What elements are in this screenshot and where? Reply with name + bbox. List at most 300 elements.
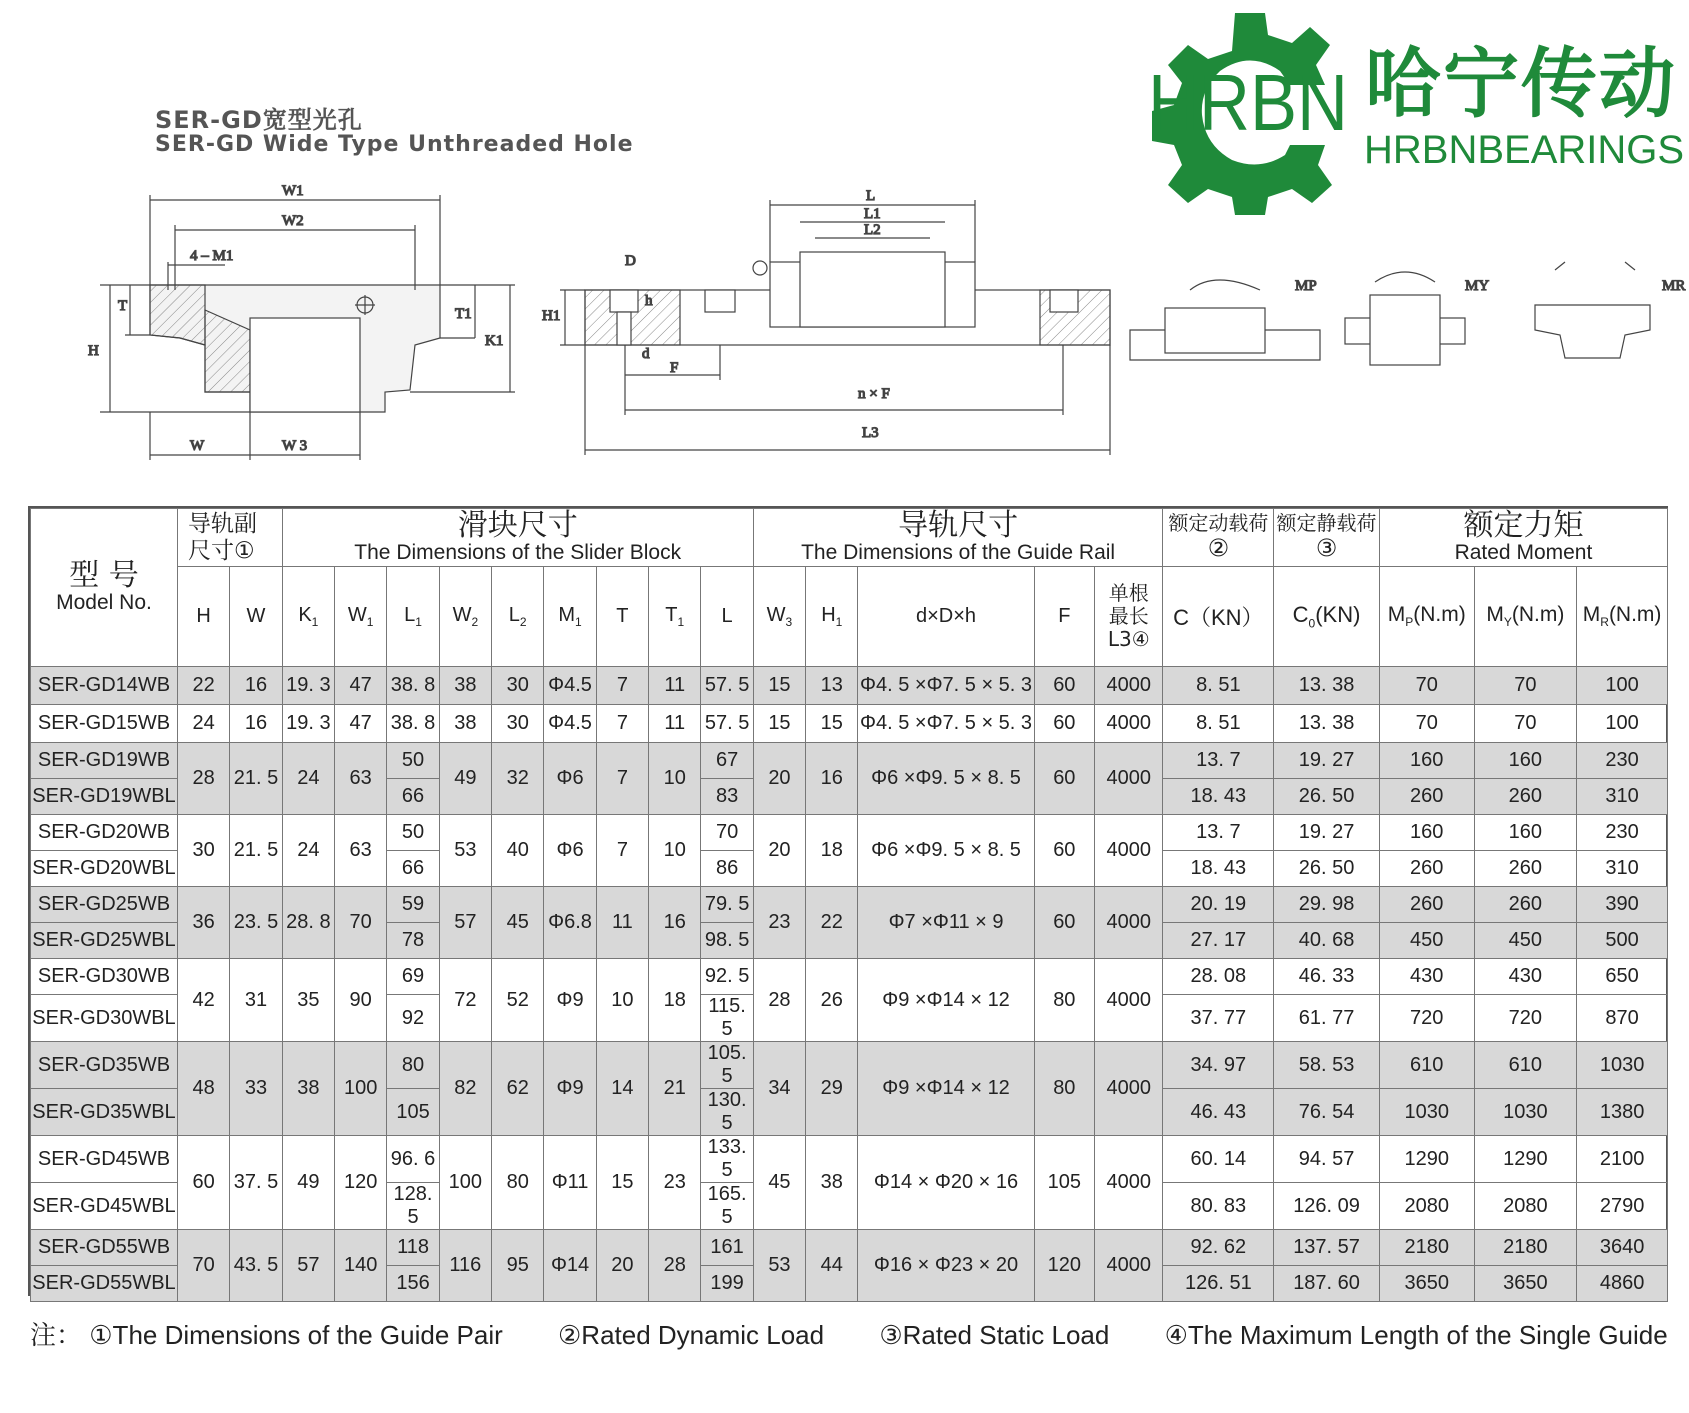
cell-w: 21. 5 (230, 815, 282, 887)
cell-f: 60 (1034, 743, 1094, 815)
cell-c0: 137. 57 (1274, 1230, 1380, 1266)
cell-k1: 19. 3 (282, 667, 334, 705)
cell-l3: 4000 (1095, 705, 1163, 743)
cell-l1: 78 (387, 923, 439, 959)
model-cell: SER-GD19WBL (31, 779, 178, 815)
cell-mp: 1030 (1379, 1089, 1474, 1136)
cell-w1: 63 (335, 815, 387, 887)
header-static-load: 额定静载荷 ③ (1274, 509, 1380, 567)
cell-mp: 720 (1379, 995, 1474, 1042)
cell-mp: 1290 (1379, 1136, 1474, 1183)
cell-w: 16 (230, 705, 282, 743)
cell-m1: Φ6 (544, 743, 596, 815)
header-dynamic-load: 额定动载荷 ② (1163, 509, 1274, 567)
cell-c: 18. 43 (1163, 851, 1274, 887)
cell-l: 70 (701, 815, 753, 851)
cell-h: 70 (177, 1230, 229, 1302)
cell-l1: 69 (387, 959, 439, 995)
cell-mr: 310 (1577, 851, 1668, 887)
cell-h1: 38 (806, 1136, 858, 1230)
cell-ddh: Φ16 × Φ23 × 20 (858, 1230, 1034, 1302)
cell-l1: 66 (387, 779, 439, 815)
cell-l2: 95 (492, 1230, 544, 1302)
cell-l2: 52 (492, 959, 544, 1042)
cell-l: 115. 5 (701, 995, 753, 1042)
cell-h: 30 (177, 815, 229, 887)
cell-k1: 28. 8 (282, 887, 334, 959)
cell-w: 43. 5 (230, 1230, 282, 1302)
moment-mr-icon (1535, 262, 1685, 358)
cell-w2: 53 (439, 815, 491, 887)
cell-t: 7 (596, 743, 648, 815)
cell-l: 130. 5 (701, 1089, 753, 1136)
cell-my: 720 (1474, 995, 1577, 1042)
cell-k1: 38 (282, 1042, 334, 1136)
cell-t1: 16 (649, 887, 701, 959)
cell-c0: 94. 57 (1274, 1136, 1380, 1183)
cell-l2: 32 (492, 743, 544, 815)
cell-l1: 59 (387, 887, 439, 923)
cell-f: 60 (1034, 887, 1094, 959)
cell-ddh: Φ9 ×Φ14 × 12 (858, 959, 1034, 1042)
cell-l1: 156 (387, 1266, 439, 1302)
title-en: SER-GD Wide Type Unthreaded Hole (155, 132, 634, 157)
moment-my-icon (1345, 272, 1489, 365)
cell-ddh: Φ6 ×Φ9. 5 × 8. 5 (858, 743, 1034, 815)
cell-k1: 35 (282, 959, 334, 1042)
cell-c0: 46. 33 (1274, 959, 1380, 995)
col-dDh: d×D×h (858, 567, 1034, 667)
col-l3: 单根最长L3④ (1095, 567, 1163, 667)
cell-k1: 57 (282, 1230, 334, 1302)
cell-l3: 4000 (1095, 959, 1163, 1042)
table-row (31, 887, 1668, 923)
cell-l1: 38. 8 (387, 705, 439, 743)
cell-l2: 80 (492, 1136, 544, 1230)
cell-l: 67 (701, 743, 753, 779)
cell-w2: 49 (439, 743, 491, 815)
cell-t1: 28 (649, 1230, 701, 1302)
cell-t1: 18 (649, 959, 701, 1042)
model-cell: SER-GD35WBL (31, 1089, 178, 1136)
cell-l1: 92 (387, 995, 439, 1042)
col-k1: $K_1$ (282, 567, 334, 667)
model-cell: SER-GD20WB (31, 815, 178, 851)
label-d-upper: D (625, 253, 636, 269)
cell-h1: 13 (806, 667, 858, 705)
cell-l1: 105 (387, 1089, 439, 1136)
cell-w3: 15 (753, 667, 805, 705)
table-row (31, 743, 1668, 779)
table-row (31, 1230, 1668, 1266)
cell-l2: 40 (492, 815, 544, 887)
cell-ddh: Φ6 ×Φ9. 5 × 8. 5 (858, 815, 1034, 887)
cell-w: 21. 5 (230, 743, 282, 815)
cell-h: 24 (177, 705, 229, 743)
cell-l1: 38. 8 (387, 667, 439, 705)
col-c0: $C_0(KN)$ (1274, 567, 1380, 667)
spec-table (30, 508, 1668, 1302)
label-my: MY (1465, 278, 1490, 294)
col-h1: $H_1$ (806, 567, 858, 667)
cell-m1: Φ14 (544, 1230, 596, 1302)
label-l1: L1 (864, 206, 881, 222)
cell-h: 22 (177, 667, 229, 705)
note-3: ③Rated Static Load (879, 1320, 1110, 1350)
cell-my: 1030 (1474, 1089, 1577, 1136)
cell-w1: 90 (335, 959, 387, 1042)
cell-w2: 72 (439, 959, 491, 1042)
cell-mp: 430 (1379, 959, 1474, 995)
header-moment: 额定力矩 Rated Moment (1379, 509, 1667, 567)
header-pair: 导轨副 尺寸① (177, 509, 282, 567)
cell-w2: 38 (439, 667, 491, 705)
cell-l1: 50 (387, 743, 439, 779)
cell-mr: 870 (1577, 995, 1668, 1042)
col-my: $M_Y(N.m)$ (1474, 567, 1577, 667)
cell-w2: 38 (439, 705, 491, 743)
cell-l: 199 (701, 1266, 753, 1302)
cell-c0: 187. 60 (1274, 1266, 1380, 1302)
label-l: L (866, 188, 876, 204)
cell-m1: Φ9 (544, 1042, 596, 1136)
cell-w3: 34 (753, 1042, 805, 1136)
col-t1: $T_1$ (649, 567, 701, 667)
label-h-small: h (645, 293, 653, 309)
cell-ddh: Φ7 ×Φ11 × 9 (858, 887, 1034, 959)
cell-w3: 15 (753, 705, 805, 743)
moment-mp-icon (1130, 278, 1320, 360)
cell-my: 3650 (1474, 1266, 1577, 1302)
cell-l1: 66 (387, 851, 439, 887)
cell-w3: 53 (753, 1230, 805, 1302)
cell-my: 2180 (1474, 1230, 1577, 1266)
cell-l: 133. 5 (701, 1136, 753, 1183)
cell-f: 80 (1034, 959, 1094, 1042)
model-cell: SER-GD45WB (31, 1136, 178, 1183)
label-l3: L3 (862, 425, 879, 441)
cell-mr: 500 (1577, 923, 1668, 959)
model-cell: SER-GD55WBL (31, 1266, 178, 1302)
cell-t1: 10 (649, 743, 701, 815)
label-l2: L2 (864, 222, 881, 238)
cell-f: 80 (1034, 1042, 1094, 1136)
cell-c0: 19. 27 (1274, 815, 1380, 851)
cell-w3: 20 (753, 815, 805, 887)
cell-t: 20 (596, 1230, 648, 1302)
table-row (31, 705, 1668, 743)
cell-my: 260 (1474, 851, 1577, 887)
label-f: F (670, 360, 679, 376)
cell-w1: 47 (335, 705, 387, 743)
cell-l3: 4000 (1095, 1042, 1163, 1136)
cell-f: 105 (1034, 1136, 1094, 1230)
cell-t1: 10 (649, 815, 701, 887)
cell-c: 13. 7 (1163, 815, 1274, 851)
cell-l2: 62 (492, 1042, 544, 1136)
cell-t: 14 (596, 1042, 648, 1136)
cell-k1: 24 (282, 743, 334, 815)
col-h: H (177, 567, 229, 667)
cell-c: 20. 19 (1163, 887, 1274, 923)
cell-l1: 50 (387, 815, 439, 851)
cell-l: 86 (701, 851, 753, 887)
model-cell: SER-GD55WB (31, 1230, 178, 1266)
cell-h1: 18 (806, 815, 858, 887)
cell-l3: 4000 (1095, 1230, 1163, 1302)
cell-h: 36 (177, 887, 229, 959)
cell-m1: Φ4.5 (544, 667, 596, 705)
cell-l3: 4000 (1095, 743, 1163, 815)
cell-mr: 230 (1577, 743, 1668, 779)
cell-mr: 2790 (1577, 1183, 1668, 1230)
label-k1: K1 (485, 333, 504, 349)
cell-c: 8. 51 (1163, 705, 1274, 743)
header-rail: 导轨尺寸 The Dimensions of the Guide Rail (753, 509, 1163, 567)
cell-mp: 2180 (1379, 1230, 1474, 1266)
cell-mr: 100 (1577, 667, 1668, 705)
cell-c: 27. 17 (1163, 923, 1274, 959)
cell-t1: 11 (649, 667, 701, 705)
footnotes (30, 1315, 1668, 1352)
col-f: F (1034, 567, 1094, 667)
cell-w: 33 (230, 1042, 282, 1136)
cell-ddh: Φ4. 5 ×Φ7. 5 × 5. 3 (858, 705, 1034, 743)
cell-t: 10 (596, 959, 648, 1042)
cell-my: 2080 (1474, 1183, 1577, 1230)
cell-l: 79. 5 (701, 887, 753, 923)
cell-mp: 260 (1379, 779, 1474, 815)
model-cell: SER-GD14WB (31, 667, 178, 705)
cell-k1: 49 (282, 1136, 334, 1230)
cell-w3: 28 (753, 959, 805, 1042)
cell-l2: 30 (492, 705, 544, 743)
table-row (31, 1042, 1668, 1089)
cell-l: 105. 5 (701, 1042, 753, 1089)
cell-l3: 4000 (1095, 1136, 1163, 1230)
cell-l3: 4000 (1095, 815, 1163, 887)
label-t1: T1 (455, 306, 472, 322)
cell-h1: 26 (806, 959, 858, 1042)
cell-c0: 76. 54 (1274, 1089, 1380, 1136)
cell-f: 60 (1034, 815, 1094, 887)
label-nxf: n × F (858, 386, 890, 402)
cell-w1: 100 (335, 1042, 387, 1136)
cell-mp: 2080 (1379, 1183, 1474, 1230)
cell-mr: 3640 (1577, 1230, 1668, 1266)
cell-ddh: Φ14 × Φ20 × 16 (858, 1136, 1034, 1230)
side-view (542, 188, 1110, 455)
cell-mp: 160 (1379, 743, 1474, 779)
label-mr: MR (1662, 278, 1686, 294)
cell-my: 260 (1474, 779, 1577, 815)
cell-l3: 4000 (1095, 887, 1163, 959)
cell-l: 57. 5 (701, 667, 753, 705)
cell-m1: Φ6.8 (544, 887, 596, 959)
cell-c: 34. 97 (1163, 1042, 1274, 1089)
cell-k1: 19. 3 (282, 705, 334, 743)
cell-mp: 160 (1379, 815, 1474, 851)
cell-w1: 140 (335, 1230, 387, 1302)
cell-mr: 230 (1577, 815, 1668, 851)
cell-t: 7 (596, 667, 648, 705)
model-cell: SER-GD15WB (31, 705, 178, 743)
cell-h1: 22 (806, 887, 858, 959)
cell-c: 18. 43 (1163, 779, 1274, 815)
cell-h: 42 (177, 959, 229, 1042)
col-w2: $W_2$ (439, 567, 491, 667)
cell-c: 13. 7 (1163, 743, 1274, 779)
cell-w3: 20 (753, 743, 805, 815)
table-row (31, 815, 1668, 851)
cell-w1: 70 (335, 887, 387, 959)
col-l2: $L_2$ (492, 567, 544, 667)
cell-l1: 128. 5 (387, 1183, 439, 1230)
col-w: W (230, 567, 282, 667)
cell-mr: 1030 (1577, 1042, 1668, 1089)
cell-mp: 610 (1379, 1042, 1474, 1089)
col-mr: $M_R(N.m)$ (1577, 567, 1668, 667)
logo-name-en: HRBNBEARINGS (1364, 128, 1685, 172)
table-row (31, 959, 1668, 995)
cell-my: 430 (1474, 959, 1577, 995)
table-row (31, 667, 1668, 705)
cell-w3: 45 (753, 1136, 805, 1230)
cell-mp: 260 (1379, 887, 1474, 923)
note-4: ④The Maximum Length of the Single Guide (1164, 1320, 1668, 1350)
cell-l1: 118 (387, 1230, 439, 1266)
cell-l2: 45 (492, 887, 544, 959)
cell-w2: 82 (439, 1042, 491, 1136)
cell-w: 31 (230, 959, 282, 1042)
cell-w: 37. 5 (230, 1136, 282, 1230)
cell-h: 28 (177, 743, 229, 815)
cell-l3: 4000 (1095, 667, 1163, 705)
cell-c: 46. 43 (1163, 1089, 1274, 1136)
model-cell: SER-GD19WB (31, 743, 178, 779)
label-d-small: d (642, 346, 650, 362)
label-w1: W1 (282, 183, 304, 199)
cell-m1: Φ6 (544, 815, 596, 887)
cell-my: 70 (1474, 667, 1577, 705)
model-cell: SER-GD25WBL (31, 923, 178, 959)
cell-c0: 40. 68 (1274, 923, 1380, 959)
cell-mr: 390 (1577, 887, 1668, 923)
cell-h: 60 (177, 1136, 229, 1230)
col-t: T (596, 567, 648, 667)
logo-name-cn: 哈宁传动 (1365, 39, 1677, 128)
model-cell: SER-GD25WB (31, 887, 178, 923)
cell-mp: 70 (1379, 705, 1474, 743)
cell-t1: 11 (649, 705, 701, 743)
cell-c: 80. 83 (1163, 1183, 1274, 1230)
cell-w1: 47 (335, 667, 387, 705)
col-w3: $W_3$ (753, 567, 805, 667)
cell-l2: 30 (492, 667, 544, 705)
cell-c0: 13. 38 (1274, 667, 1380, 705)
cell-t: 7 (596, 815, 648, 887)
cell-w3: 23 (753, 887, 805, 959)
cell-m1: Φ9 (544, 959, 596, 1042)
cell-my: 610 (1474, 1042, 1577, 1089)
note-1: ①The Dimensions of the Guide Pair (89, 1320, 503, 1350)
cell-c0: 26. 50 (1274, 851, 1380, 887)
note-2: ②Rated Dynamic Load (557, 1320, 825, 1350)
table-row (31, 1136, 1668, 1183)
cell-my: 160 (1474, 815, 1577, 851)
title-cn: SER-GD宽型光孔 (155, 106, 363, 134)
cell-m1: Φ11 (544, 1136, 596, 1230)
cell-my: 450 (1474, 923, 1577, 959)
cell-l: 98. 5 (701, 923, 753, 959)
col-m1: $M_1$ (544, 567, 596, 667)
col-c: C（KN） (1163, 567, 1274, 667)
cell-c0: 61. 77 (1274, 995, 1380, 1042)
cell-w1: 120 (335, 1136, 387, 1230)
cell-t: 11 (596, 887, 648, 959)
cell-c: 8. 51 (1163, 667, 1274, 705)
cell-mr: 100 (1577, 705, 1668, 743)
cell-m1: Φ4.5 (544, 705, 596, 743)
cell-l: 165. 5 (701, 1183, 753, 1230)
technical-drawings (0, 0, 1689, 500)
cell-w2: 116 (439, 1230, 491, 1302)
cell-mr: 310 (1577, 779, 1668, 815)
cell-k1: 24 (282, 815, 334, 887)
label-h: H (88, 343, 99, 359)
cross-section-view (88, 183, 515, 460)
cell-mp: 450 (1379, 923, 1474, 959)
cell-c: 126. 51 (1163, 1266, 1274, 1302)
cell-mr: 4860 (1577, 1266, 1668, 1302)
note-prefix: 注： (30, 1320, 83, 1350)
cell-t1: 21 (649, 1042, 701, 1136)
label-t: T (118, 298, 128, 314)
model-cell: SER-GD45WBL (31, 1183, 178, 1230)
cell-f: 120 (1034, 1230, 1094, 1302)
cell-t: 7 (596, 705, 648, 743)
cell-mp: 3650 (1379, 1266, 1474, 1302)
cell-ddh: Φ4. 5 ×Φ7. 5 × 5. 3 (858, 667, 1034, 705)
cell-l: 161 (701, 1230, 753, 1266)
cell-c0: 126. 09 (1274, 1183, 1380, 1230)
col-l1: $L_1$ (387, 567, 439, 667)
cell-w: 23. 5 (230, 887, 282, 959)
cell-w2: 100 (439, 1136, 491, 1230)
cell-mr: 650 (1577, 959, 1668, 995)
label-m1: 4 – M1 (190, 248, 234, 264)
header-slider: 滑块尺寸 The Dimensions of the Slider Block (282, 509, 753, 567)
cell-my: 70 (1474, 705, 1577, 743)
label-h1: H1 (542, 308, 561, 324)
model-cell: SER-GD30WBL (31, 995, 178, 1042)
cell-t: 15 (596, 1136, 648, 1230)
cell-my: 260 (1474, 887, 1577, 923)
cell-c0: 58. 53 (1274, 1042, 1380, 1089)
cell-w: 16 (230, 667, 282, 705)
cell-c: 28. 08 (1163, 959, 1274, 995)
cell-c0: 13. 38 (1274, 705, 1380, 743)
col-mp: $M_P(N.m)$ (1379, 567, 1474, 667)
cell-ddh: Φ9 ×Φ14 × 12 (858, 1042, 1034, 1136)
label-mp: MP (1295, 278, 1317, 294)
cell-mr: 1380 (1577, 1089, 1668, 1136)
cell-h1: 16 (806, 743, 858, 815)
cell-w1: 63 (335, 743, 387, 815)
cell-w2: 57 (439, 887, 491, 959)
cell-c0: 19. 27 (1274, 743, 1380, 779)
col-w1: $W_1$ (335, 567, 387, 667)
